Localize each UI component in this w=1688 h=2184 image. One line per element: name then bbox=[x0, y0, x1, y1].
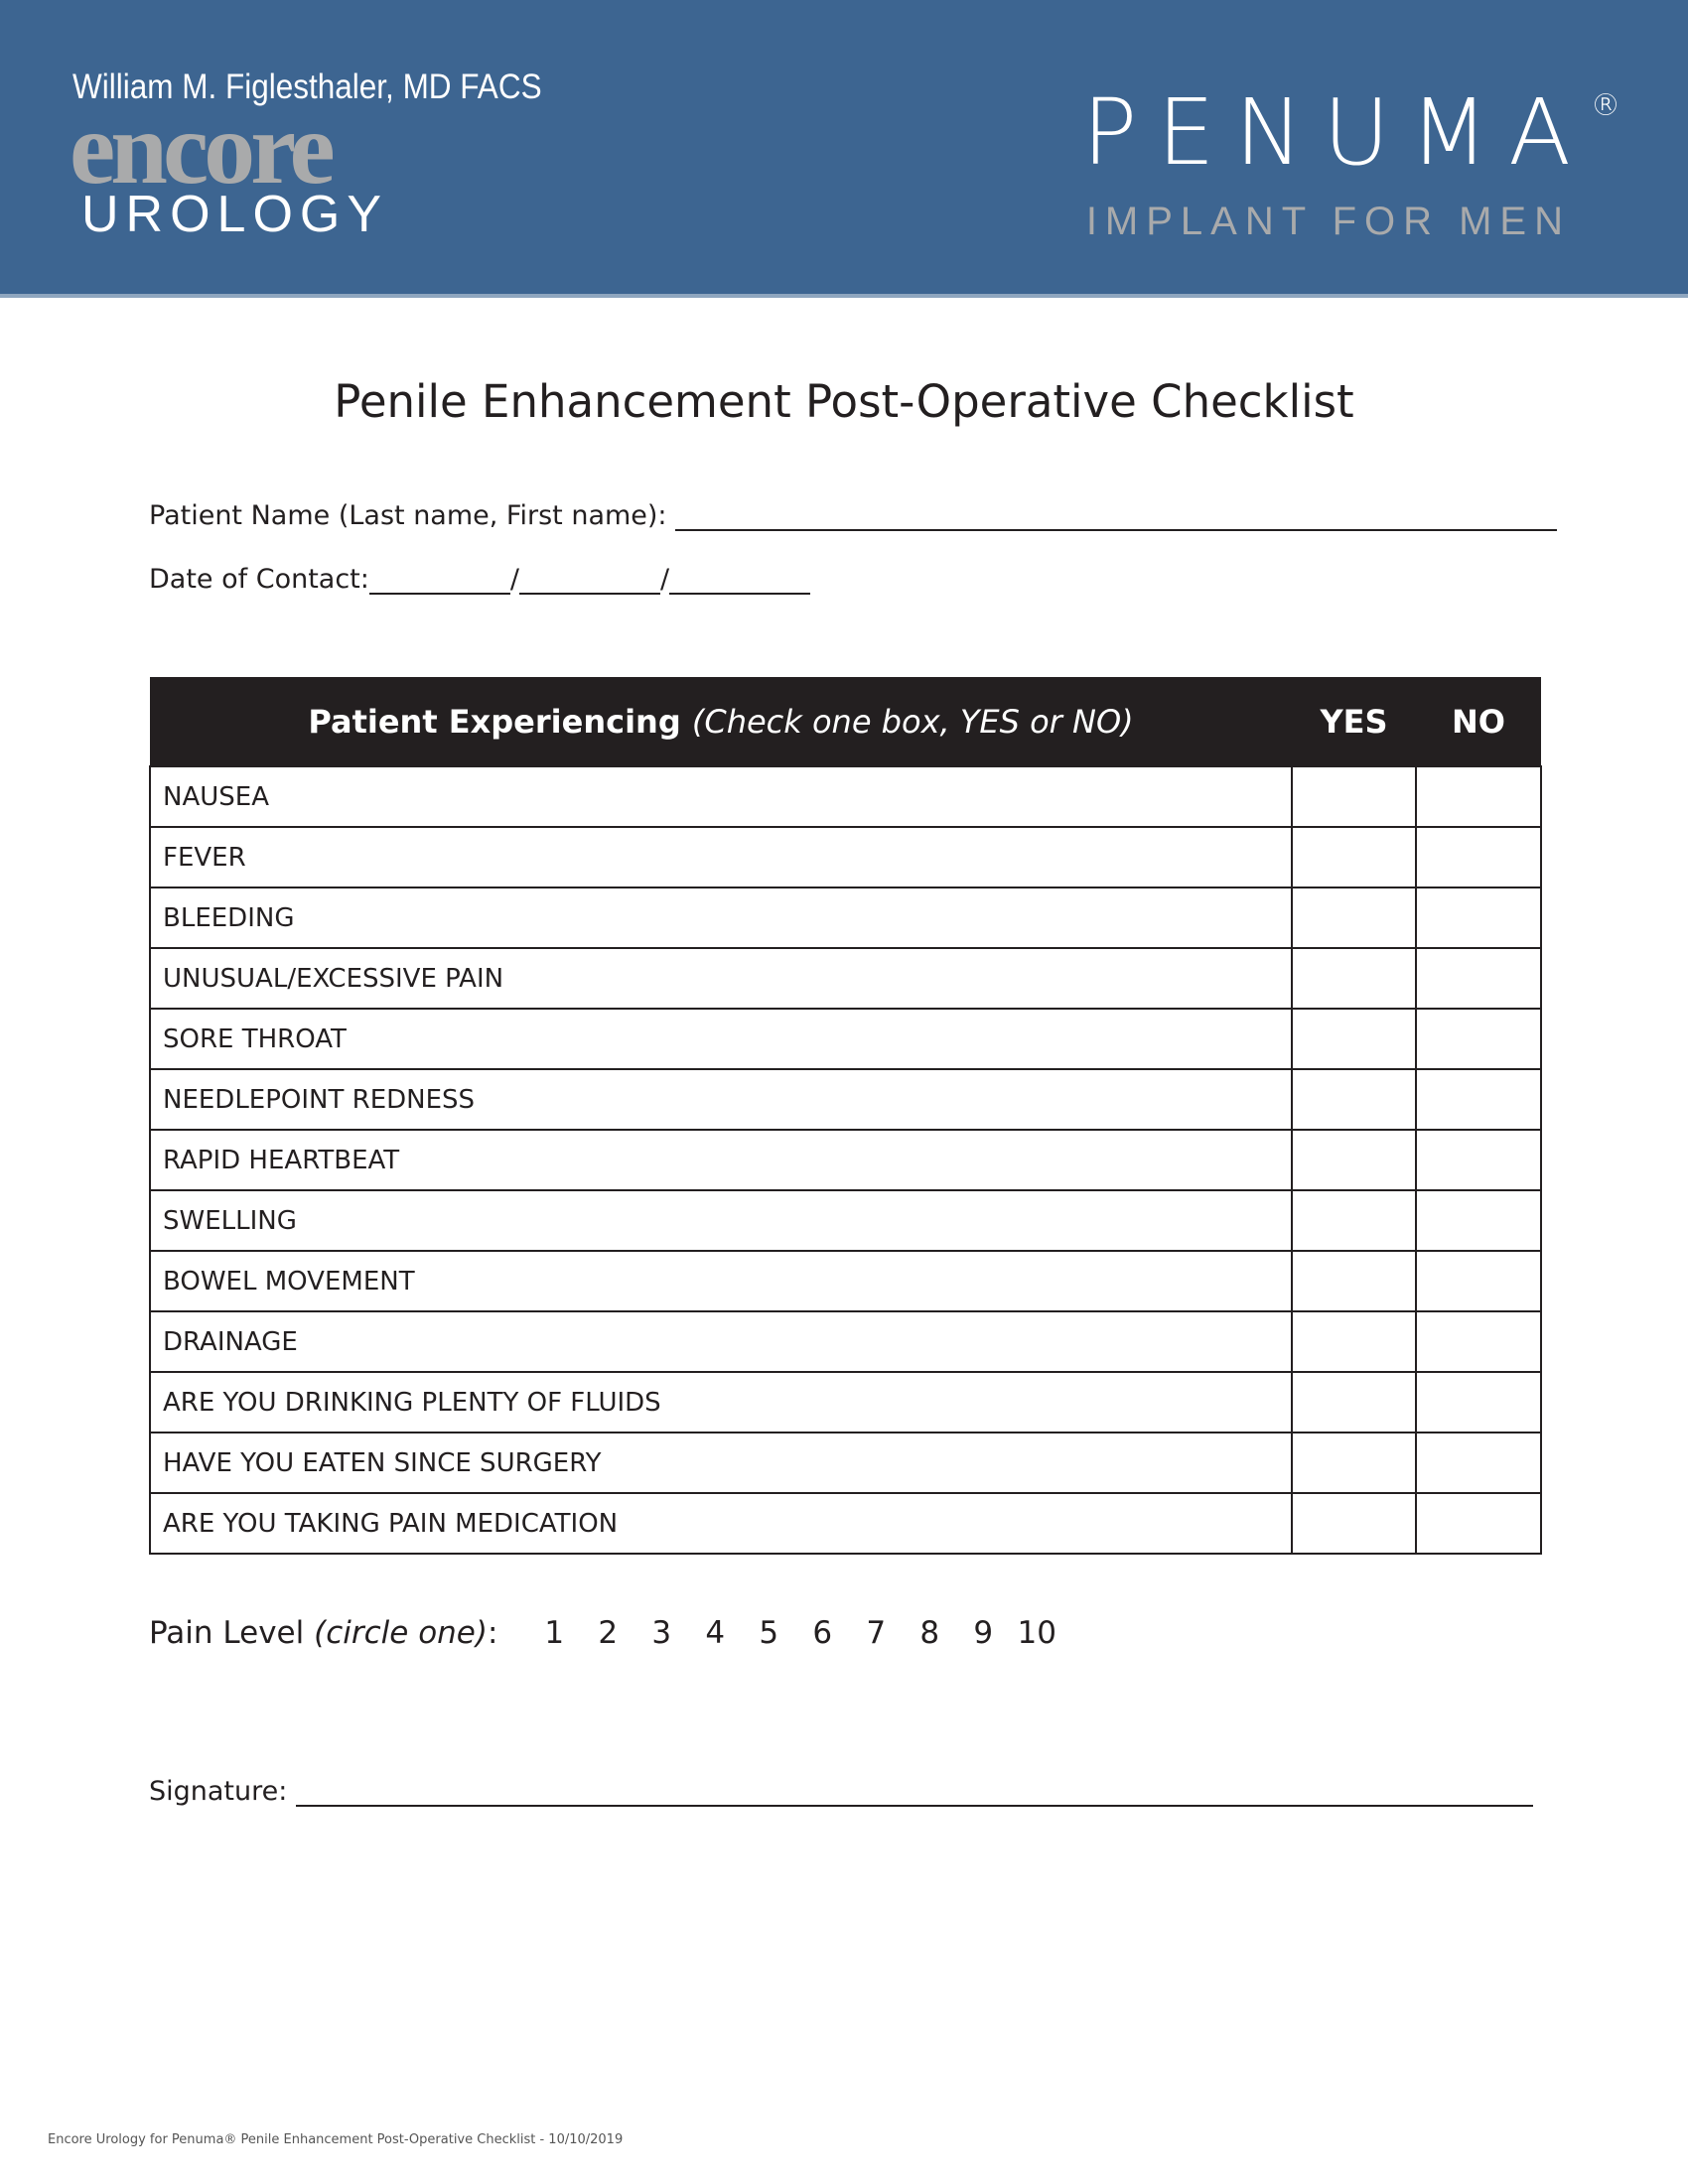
table-row bbox=[150, 1433, 1541, 1493]
no-checkbox[interactable] bbox=[1416, 1493, 1541, 1554]
date-separator: / bbox=[659, 564, 670, 595]
pain-level-option[interactable]: 2 bbox=[598, 1615, 619, 1651]
pain-level-option[interactable]: 7 bbox=[866, 1615, 887, 1651]
header-banner bbox=[0, 0, 1688, 298]
table-row bbox=[150, 1069, 1541, 1130]
symptom-checklist-table bbox=[149, 677, 1542, 1555]
yes-checkbox[interactable] bbox=[1292, 1433, 1416, 1493]
table-row bbox=[150, 1311, 1541, 1372]
patient-name-line[interactable] bbox=[675, 499, 1557, 531]
symptom-label: UNUSUAL/EXCESSIVE PAIN bbox=[150, 948, 1292, 1009]
pain-level-scale: Pain Level (circle one): 1 2 3 4 5 6 7 8 9 10 bbox=[149, 1615, 1063, 1651]
table-row bbox=[150, 1130, 1541, 1190]
table-row bbox=[150, 887, 1541, 948]
symptom-label: BLEEDING bbox=[150, 887, 1292, 948]
signature-field bbox=[149, 1775, 1533, 1807]
symptom-label: BOWEL MOVEMENT bbox=[150, 1251, 1292, 1311]
signature-line[interactable] bbox=[296, 1775, 1533, 1807]
date-month-line[interactable] bbox=[369, 563, 510, 595]
pain-level-option[interactable]: 6 bbox=[812, 1615, 833, 1651]
pain-level-hint: (circle one) bbox=[314, 1615, 488, 1651]
no-checkbox[interactable] bbox=[1416, 1009, 1541, 1069]
no-checkbox[interactable] bbox=[1416, 827, 1541, 887]
yes-checkbox[interactable] bbox=[1292, 948, 1416, 1009]
pain-level-option[interactable]: 5 bbox=[759, 1615, 779, 1651]
symptom-label: SWELLING bbox=[150, 1190, 1292, 1251]
date-separator: / bbox=[509, 564, 519, 595]
header-hint: (Check one box, YES or NO) bbox=[691, 702, 1134, 741]
date-day-line[interactable] bbox=[519, 563, 660, 595]
symptom-label: ARE YOU TAKING PAIN MEDICATION bbox=[150, 1493, 1292, 1554]
symptom-label: SORE THROAT bbox=[150, 1009, 1292, 1069]
penuma-logo bbox=[1081, 79, 1620, 186]
yes-checkbox[interactable] bbox=[1292, 766, 1416, 827]
no-checkbox[interactable] bbox=[1416, 887, 1541, 948]
table-row bbox=[150, 827, 1541, 887]
no-checkbox[interactable] bbox=[1416, 1251, 1541, 1311]
pain-level-option[interactable]: 1 bbox=[544, 1615, 565, 1651]
no-checkbox[interactable] bbox=[1416, 766, 1541, 827]
yes-checkbox[interactable] bbox=[1292, 1130, 1416, 1190]
pain-level-option[interactable]: 3 bbox=[651, 1615, 672, 1651]
yes-checkbox[interactable] bbox=[1292, 1069, 1416, 1130]
symptom-label: RAPID HEARTBEAT bbox=[150, 1130, 1292, 1190]
table-row bbox=[150, 1190, 1541, 1251]
table-row bbox=[150, 766, 1541, 827]
no-checkbox[interactable] bbox=[1416, 1130, 1541, 1190]
no-checkbox[interactable] bbox=[1416, 1372, 1541, 1433]
urology-logo-text: UROLOGY bbox=[81, 186, 389, 243]
pain-level-option[interactable]: 4 bbox=[705, 1615, 726, 1651]
pain-level-option[interactable]: 9 bbox=[973, 1615, 994, 1651]
yes-checkbox[interactable] bbox=[1292, 1372, 1416, 1433]
table-row bbox=[150, 1372, 1541, 1433]
no-checkbox[interactable] bbox=[1416, 1069, 1541, 1130]
doctor-name: William M. Figlesthaler, MD FACS bbox=[72, 68, 542, 106]
symptom-label: NEEDLEPOINT REDNESS bbox=[150, 1069, 1292, 1130]
pain-level-option[interactable]: 10 bbox=[1017, 1615, 1056, 1651]
symptom-label: FEVER bbox=[150, 827, 1292, 887]
symptom-label: HAVE YOU EATEN SINCE SURGERY bbox=[150, 1433, 1292, 1493]
no-checkbox[interactable] bbox=[1416, 1433, 1541, 1493]
yes-checkbox[interactable] bbox=[1292, 827, 1416, 887]
symptom-label: NAUSEA bbox=[150, 766, 1292, 827]
yes-checkbox[interactable] bbox=[1292, 1311, 1416, 1372]
table-row bbox=[150, 948, 1541, 1009]
yes-checkbox[interactable] bbox=[1292, 1493, 1416, 1554]
page-title: Penile Enhancement Post-Operative Checklist bbox=[334, 375, 1354, 428]
pain-level-option[interactable]: 8 bbox=[919, 1615, 940, 1651]
yes-checkbox[interactable] bbox=[1292, 887, 1416, 948]
header-yes: YES bbox=[1292, 677, 1416, 766]
penuma-tagline: IMPLANT FOR MEN bbox=[1085, 200, 1571, 243]
footer-note: Encore Urology for Penuma® Penile Enhancement Post-Operative Checklist - 10/10/2019 bbox=[48, 2132, 624, 2147]
pain-level-options bbox=[527, 1615, 1063, 1651]
pain-level-label: Pain Level bbox=[149, 1615, 305, 1651]
yes-checkbox[interactable] bbox=[1292, 1009, 1416, 1069]
no-checkbox[interactable] bbox=[1416, 1190, 1541, 1251]
signature-label: Signature: bbox=[149, 1776, 288, 1807]
yes-checkbox[interactable] bbox=[1292, 1251, 1416, 1311]
table-row bbox=[150, 1493, 1541, 1554]
date-label: Date of Contact: bbox=[149, 564, 369, 595]
penuma-brand: PENUMA bbox=[1081, 79, 1591, 186]
patient-name-label: Patient Name (Last name, First name): bbox=[149, 500, 667, 531]
table-row bbox=[150, 1009, 1541, 1069]
encore-logo-text: encore bbox=[70, 91, 331, 205]
table-header-row bbox=[150, 677, 1541, 766]
yes-checkbox[interactable] bbox=[1292, 1190, 1416, 1251]
patient-name-field bbox=[149, 499, 1557, 531]
registered-mark: ® bbox=[1591, 88, 1620, 123]
header-patient-experiencing: Patient Experiencing (Check one box, YES or NO) bbox=[150, 677, 1292, 766]
symptom-label: ARE YOU DRINKING PLENTY OF FLUIDS bbox=[150, 1372, 1292, 1433]
table-row bbox=[150, 1251, 1541, 1311]
date-year-line[interactable] bbox=[669, 563, 810, 595]
symptom-label: DRAINAGE bbox=[150, 1311, 1292, 1372]
header-no: NO bbox=[1416, 677, 1541, 766]
no-checkbox[interactable] bbox=[1416, 1311, 1541, 1372]
date-of-contact-field bbox=[149, 563, 810, 595]
no-checkbox[interactable] bbox=[1416, 948, 1541, 1009]
